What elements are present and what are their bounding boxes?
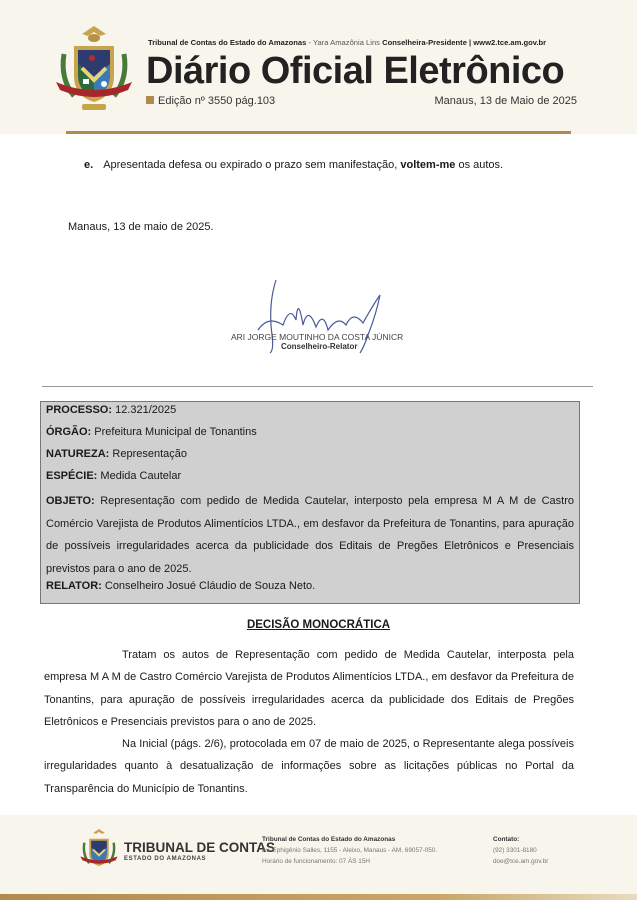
footer-bar bbox=[0, 894, 637, 900]
item-bold-text: voltem-me bbox=[400, 159, 456, 171]
section-divider bbox=[42, 386, 593, 387]
edition-info bbox=[146, 95, 275, 107]
place-date: Manaus, 13 de maio de 2025. bbox=[68, 221, 214, 233]
row-label: RELATOR: bbox=[46, 580, 102, 592]
office-hours: Horário de funcionamento: 07 ÀS 15H bbox=[262, 858, 370, 865]
row-value: Representação bbox=[109, 448, 188, 460]
relator-row bbox=[46, 580, 315, 592]
contact-phone: (92) 3301-8180 bbox=[493, 847, 537, 854]
objeto-row bbox=[46, 490, 574, 580]
header-date: Manaus, 13 de Maio de 2025 bbox=[434, 95, 577, 107]
contact-email-link[interactable]: doe@tce.am.gov.br bbox=[493, 858, 549, 865]
row-label: OBJETO: bbox=[46, 495, 95, 507]
row-value: Conselheiro Josué Cláudio de Souza Neto. bbox=[101, 580, 316, 592]
signer-role: Conselheiro-Relator bbox=[281, 342, 358, 351]
row-value: Representação com pedido de Medida Cautelar, interposto pela empresa M A M de Castro Comércio Varejista de Produtos Alimentícios LTDA., em desfavor da Prefeitura de Tonantins, para apuração de possíveis irregularidades acerca da publicidade dos Editais de Pregões Eletrônicos e Presenciais previstos para o ano de 2025. bbox=[46, 495, 574, 575]
footer-coat-of-arms-icon bbox=[78, 828, 120, 872]
item-label: e. bbox=[84, 159, 94, 171]
president-role: Conselheira-Presidente | www2.tce.am.gov.br bbox=[382, 38, 547, 47]
footer-brand-sub: ESTADO DO AMAZONAS bbox=[124, 856, 207, 862]
row-label: PROCESSO: bbox=[46, 404, 113, 416]
page-title: Diário Oficial Eletrônico bbox=[146, 50, 565, 92]
signer-name: ARI JORGE MOUTINHO DA COSTA JÚNICR bbox=[231, 332, 404, 342]
item-text: Apresentada defesa ou expirado o prazo sem manifestação, bbox=[103, 159, 401, 171]
item-text-end: os autos. bbox=[455, 159, 504, 171]
institution-name: Tribunal de Contas do Estado do Amazonas bbox=[148, 38, 307, 47]
decision-paragraph bbox=[44, 733, 574, 800]
footer-address bbox=[262, 834, 437, 867]
decision-paragraph bbox=[44, 644, 574, 733]
coat-of-arms-icon bbox=[52, 24, 136, 114]
natureza-row bbox=[46, 448, 187, 460]
decision-title: DECISÃO MONOCRÁTICA bbox=[246, 619, 391, 631]
especie-row bbox=[46, 470, 181, 482]
edition-text: Edição nº 3550 pág.103 bbox=[158, 95, 276, 107]
item-e bbox=[84, 159, 503, 171]
address-line: Av. Ephigênio Salles, 1155 - Aleixo, Manaus - AM, 69057-050. bbox=[262, 847, 438, 854]
paragraph-text: Tratam os autos de Representação com pedido de Medida Cautelar, interposta pela empresa M A M de Castro Comércio Varejista de Produtos Alimentícios LTDA., em desfavor da Prefeitura de Tonantins, para apuração de possíveis irregularidades acerca da publicidade dos Editais de Pregões Eletrônicos e Presenciais previstos para o ano de 2025. bbox=[44, 649, 574, 728]
row-label: ESPÉCIE: bbox=[46, 470, 98, 482]
row-value: Prefeitura Municipal de Tonantins bbox=[91, 426, 257, 438]
orgao-row bbox=[46, 426, 257, 438]
page-header bbox=[0, 0, 637, 134]
president-name: Yara Amazônia Lins bbox=[313, 38, 383, 47]
footer-contact bbox=[493, 834, 548, 867]
header-divider bbox=[66, 131, 571, 134]
row-label: ÓRGÃO: bbox=[46, 426, 92, 438]
row-value: Medida Cautelar bbox=[97, 470, 182, 482]
header-institution-line bbox=[148, 38, 546, 47]
address-title: Tribunal de Contas do Estado do Amazonas bbox=[262, 836, 396, 843]
separator: - bbox=[306, 38, 313, 47]
row-label: NATUREZA: bbox=[46, 448, 110, 460]
paragraph-text: Na Inicial (págs. 2/6), protocolada em 07 de maio de 2025, o Representante alega possíveis irregularidades quanto à desatualização de informações sobre as licitações públicas no Portal da Transparência do Município de Tonantins. bbox=[44, 738, 574, 795]
contact-title: Contato: bbox=[493, 836, 520, 843]
row-value: 12.321/2025 bbox=[112, 404, 177, 416]
footer-brand: TRIBUNAL DE CONTAS bbox=[124, 840, 275, 855]
square-bullet-icon bbox=[146, 96, 154, 104]
process-row bbox=[46, 404, 176, 416]
process-info-box bbox=[40, 401, 580, 604]
